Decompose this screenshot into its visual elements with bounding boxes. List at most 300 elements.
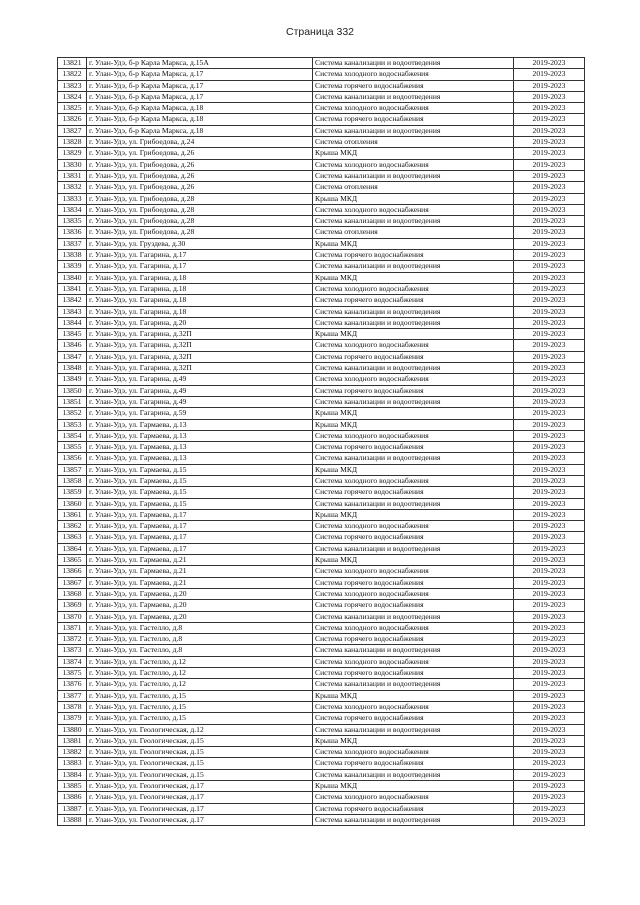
address-cell: г. Улан-Удэ, ул. Гагарина, д.32П xyxy=(87,351,313,362)
address-cell: г. Улан-Удэ, ул. Гагарина, д.17 xyxy=(87,250,313,261)
row-number: 13822 xyxy=(58,69,87,80)
table-row xyxy=(58,80,585,91)
address-cell: г. Улан-Удэ, ул. Грибоедова, д.26 xyxy=(87,170,313,181)
row-number: 13854 xyxy=(58,430,87,441)
address-cell: г. Улан-Удэ, ул. Грибоедова, д.28 xyxy=(87,216,313,227)
table-row xyxy=(58,204,585,215)
row-number: 13870 xyxy=(58,611,87,622)
row-number: 13843 xyxy=(58,306,87,317)
address-cell: г. Улан-Удэ, ул. Грибоедова, д.24 xyxy=(87,137,313,148)
period-cell: 2019-2023 xyxy=(514,58,585,69)
address-cell: г. Улан-Удэ, ул. Геологическая, д.17 xyxy=(87,781,313,792)
table-row xyxy=(58,645,585,656)
table-row xyxy=(58,803,585,814)
period-cell: 2019-2023 xyxy=(514,238,585,249)
period-cell: 2019-2023 xyxy=(514,430,585,441)
address-cell: г. Улан-Удэ, ул. Гагарина, д.18 xyxy=(87,306,313,317)
row-number: 13861 xyxy=(58,509,87,520)
address-cell: г. Улан-Удэ, ул. Гармаева, д.20 xyxy=(87,600,313,611)
period-cell: 2019-2023 xyxy=(514,374,585,385)
period-cell: 2019-2023 xyxy=(514,363,585,374)
table-row xyxy=(58,781,585,792)
row-number: 13874 xyxy=(58,656,87,667)
row-number: 13847 xyxy=(58,351,87,362)
period-cell: 2019-2023 xyxy=(514,701,585,712)
row-number: 13829 xyxy=(58,148,87,159)
table-row xyxy=(58,396,585,407)
period-cell: 2019-2023 xyxy=(514,250,585,261)
table-row xyxy=(58,724,585,735)
row-number: 13825 xyxy=(58,103,87,114)
row-number: 13842 xyxy=(58,295,87,306)
table-body xyxy=(58,58,585,826)
row-number: 13855 xyxy=(58,442,87,453)
row-number: 13826 xyxy=(58,114,87,125)
system-cell: Система горячего водоснабжения xyxy=(313,713,514,724)
system-cell: Система канализации и водоотведения xyxy=(313,769,514,780)
system-cell: Система канализации и водоотведения xyxy=(313,317,514,328)
period-cell: 2019-2023 xyxy=(514,532,585,543)
address-cell: г. Улан-Удэ, ул. Гастелло, д.12 xyxy=(87,679,313,690)
period-cell: 2019-2023 xyxy=(514,182,585,193)
period-cell: 2019-2023 xyxy=(514,758,585,769)
system-cell: Система холодного водоснабжения xyxy=(313,340,514,351)
period-cell: 2019-2023 xyxy=(514,814,585,825)
period-cell: 2019-2023 xyxy=(514,114,585,125)
row-number: 13863 xyxy=(58,532,87,543)
period-cell: 2019-2023 xyxy=(514,747,585,758)
table-row xyxy=(58,91,585,102)
address-cell: г. Улан-Удэ, ул. Геологическая, д.17 xyxy=(87,803,313,814)
address-cell: г. Улан-Удэ, ул. Гастелло, д.15 xyxy=(87,713,313,724)
table-row xyxy=(58,261,585,272)
system-cell: Система холодного водоснабжения xyxy=(313,701,514,712)
address-cell: г. Улан-Удэ, ул. Гармаева, д.17 xyxy=(87,532,313,543)
system-cell: Крыша МКД xyxy=(313,238,514,249)
system-cell: Система горячего водоснабжения xyxy=(313,634,514,645)
row-number: 13839 xyxy=(58,261,87,272)
address-cell: г. Улан-Удэ, ул. Грибоедова, д.28 xyxy=(87,227,313,238)
system-cell: Система канализации и водоотведения xyxy=(313,91,514,102)
row-number: 13846 xyxy=(58,340,87,351)
address-cell: г. Улан-Удэ, ул. Гагарина, д.49 xyxy=(87,396,313,407)
system-cell: Система канализации и водоотведения xyxy=(313,543,514,554)
address-cell: г. Улан-Удэ, ул. Грибоедова, д.26 xyxy=(87,182,313,193)
table-row xyxy=(58,690,585,701)
table-row xyxy=(58,747,585,758)
table-row xyxy=(58,442,585,453)
system-cell: Система отопления xyxy=(313,182,514,193)
address-cell: г. Улан-Удэ, ул. Гагарина, д.18 xyxy=(87,272,313,283)
period-cell: 2019-2023 xyxy=(514,442,585,453)
system-cell: Крыша МКД xyxy=(313,329,514,340)
row-number: 13850 xyxy=(58,385,87,396)
address-cell: г. Улан-Удэ, ул. Гармаева, д.15 xyxy=(87,498,313,509)
row-number: 13881 xyxy=(58,735,87,746)
row-number: 13832 xyxy=(58,182,87,193)
row-number: 13852 xyxy=(58,408,87,419)
table-row xyxy=(58,114,585,125)
table-row xyxy=(58,125,585,136)
row-number: 13880 xyxy=(58,724,87,735)
address-cell: г. Улан-Удэ, ул. Гастелло, д.8 xyxy=(87,622,313,633)
address-cell: г. Улан-Удэ, б-р Карла Маркса, д.18 xyxy=(87,114,313,125)
address-cell: г. Улан-Удэ, ул. Гармаева, д.21 xyxy=(87,577,313,588)
row-number: 13844 xyxy=(58,317,87,328)
table-row xyxy=(58,363,585,374)
row-number: 13833 xyxy=(58,193,87,204)
period-cell: 2019-2023 xyxy=(514,475,585,486)
system-cell: Крыша МКД xyxy=(313,509,514,520)
row-number: 13862 xyxy=(58,521,87,532)
row-number: 13835 xyxy=(58,216,87,227)
period-cell: 2019-2023 xyxy=(514,713,585,724)
table-row xyxy=(58,408,585,419)
system-cell: Система горячего водоснабжения xyxy=(313,758,514,769)
address-cell: г. Улан-Удэ, ул. Гармаева, д.17 xyxy=(87,521,313,532)
address-cell: г. Улан-Удэ, ул. Гастелло, д.12 xyxy=(87,656,313,667)
system-cell: Система канализации и водоотведения xyxy=(313,216,514,227)
period-cell: 2019-2023 xyxy=(514,283,585,294)
period-cell: 2019-2023 xyxy=(514,611,585,622)
table-row xyxy=(58,216,585,227)
system-cell: Система горячего водоснабжения xyxy=(313,295,514,306)
row-number: 13828 xyxy=(58,137,87,148)
table-row xyxy=(58,543,585,554)
system-cell: Система горячего водоснабжения xyxy=(313,532,514,543)
period-cell: 2019-2023 xyxy=(514,600,585,611)
row-number: 13859 xyxy=(58,487,87,498)
period-cell: 2019-2023 xyxy=(514,453,585,464)
period-cell: 2019-2023 xyxy=(514,148,585,159)
system-cell: Крыша МКД xyxy=(313,408,514,419)
row-number: 13857 xyxy=(58,464,87,475)
system-cell: Система канализации и водоотведения xyxy=(313,261,514,272)
table-row xyxy=(58,227,585,238)
address-cell: г. Улан-Удэ, ул. Грибоедова, д.26 xyxy=(87,148,313,159)
row-number: 13875 xyxy=(58,668,87,679)
table-row xyxy=(58,250,585,261)
row-number: 13878 xyxy=(58,701,87,712)
period-cell: 2019-2023 xyxy=(514,272,585,283)
row-number: 13841 xyxy=(58,283,87,294)
row-number: 13851 xyxy=(58,396,87,407)
period-cell: 2019-2023 xyxy=(514,227,585,238)
table-row xyxy=(58,588,585,599)
row-number: 13885 xyxy=(58,781,87,792)
row-number: 13840 xyxy=(58,272,87,283)
period-cell: 2019-2023 xyxy=(514,464,585,475)
period-cell: 2019-2023 xyxy=(514,351,585,362)
period-cell: 2019-2023 xyxy=(514,295,585,306)
system-cell: Система канализации и водоотведения xyxy=(313,645,514,656)
system-cell: Система холодного водоснабжения xyxy=(313,69,514,80)
row-number: 13864 xyxy=(58,543,87,554)
system-cell: Система горячего водоснабжения xyxy=(313,80,514,91)
row-number: 13824 xyxy=(58,91,87,102)
table-row xyxy=(58,475,585,486)
system-cell: Система горячего водоснабжения xyxy=(313,668,514,679)
row-number: 13886 xyxy=(58,792,87,803)
system-cell: Система горячего водоснабжения xyxy=(313,250,514,261)
table-row xyxy=(58,701,585,712)
row-number: 13860 xyxy=(58,498,87,509)
table-row xyxy=(58,69,585,80)
system-cell: Крыша МКД xyxy=(313,419,514,430)
address-cell: г. Улан-Удэ, ул. Гагарина, д.32П xyxy=(87,363,313,374)
period-cell: 2019-2023 xyxy=(514,306,585,317)
system-cell: Система канализации и водоотведения xyxy=(313,498,514,509)
row-number: 13888 xyxy=(58,814,87,825)
system-cell: Крыша МКД xyxy=(313,272,514,283)
address-cell: г. Улан-Удэ, ул. Гармаева, д.13 xyxy=(87,419,313,430)
table-row xyxy=(58,453,585,464)
address-cell: г. Улан-Удэ, ул. Гагарина, д.32П xyxy=(87,340,313,351)
system-cell: Крыша МКД xyxy=(313,193,514,204)
system-cell: Система холодного водоснабжения xyxy=(313,103,514,114)
period-cell: 2019-2023 xyxy=(514,555,585,566)
system-cell: Система холодного водоснабжения xyxy=(313,204,514,215)
address-cell: г. Улан-Удэ, б-р Карла Маркса, д.18 xyxy=(87,103,313,114)
address-cell: г. Улан-Удэ, б-р Карла Маркса, д.17 xyxy=(87,69,313,80)
system-cell: Система горячего водоснабжения xyxy=(313,577,514,588)
table-row xyxy=(58,238,585,249)
period-cell: 2019-2023 xyxy=(514,419,585,430)
period-cell: 2019-2023 xyxy=(514,317,585,328)
system-cell: Система отопления xyxy=(313,137,514,148)
system-cell: Система канализации и водоотведения xyxy=(313,306,514,317)
table-row xyxy=(58,656,585,667)
period-cell: 2019-2023 xyxy=(514,69,585,80)
system-cell: Система канализации и водоотведения xyxy=(313,724,514,735)
row-number: 13882 xyxy=(58,747,87,758)
address-cell: г. Улан-Удэ, ул. Грибоедова, д.28 xyxy=(87,193,313,204)
system-cell: Крыша МКД xyxy=(313,148,514,159)
table-row xyxy=(58,340,585,351)
address-cell: г. Улан-Удэ, ул. Гармаева, д.15 xyxy=(87,487,313,498)
period-cell: 2019-2023 xyxy=(514,170,585,181)
system-cell: Крыша МКД xyxy=(313,464,514,475)
system-cell: Система холодного водоснабжения xyxy=(313,566,514,577)
system-cell: Система канализации и водоотведения xyxy=(313,814,514,825)
table-row xyxy=(58,351,585,362)
address-cell: г. Улан-Удэ, ул. Гагарина, д.32П xyxy=(87,329,313,340)
row-number: 13869 xyxy=(58,600,87,611)
system-cell: Система горячего водоснабжения xyxy=(313,385,514,396)
table-row xyxy=(58,769,585,780)
address-cell: г. Улан-Удэ, ул. Гастелло, д.15 xyxy=(87,701,313,712)
period-cell: 2019-2023 xyxy=(514,216,585,227)
table-row xyxy=(58,758,585,769)
row-number: 13868 xyxy=(58,588,87,599)
system-cell: Крыша МКД xyxy=(313,781,514,792)
works-table xyxy=(57,57,585,826)
row-number: 13831 xyxy=(58,170,87,181)
system-cell: Система канализации и водоотведения xyxy=(313,453,514,464)
table-row xyxy=(58,679,585,690)
row-number: 13872 xyxy=(58,634,87,645)
period-cell: 2019-2023 xyxy=(514,781,585,792)
address-cell: г. Улан-Удэ, ул. Гармаева, д.21 xyxy=(87,555,313,566)
period-cell: 2019-2023 xyxy=(514,204,585,215)
row-number: 13884 xyxy=(58,769,87,780)
system-cell: Крыша МКД xyxy=(313,555,514,566)
system-cell: Система холодного водоснабжения xyxy=(313,283,514,294)
system-cell: Система холодного водоснабжения xyxy=(313,374,514,385)
table-row xyxy=(58,577,585,588)
address-cell: г. Улан-Удэ, ул. Гагарина, д.18 xyxy=(87,283,313,294)
period-cell: 2019-2023 xyxy=(514,724,585,735)
period-cell: 2019-2023 xyxy=(514,668,585,679)
row-number: 13837 xyxy=(58,238,87,249)
period-cell: 2019-2023 xyxy=(514,588,585,599)
address-cell: г. Улан-Удэ, ул. Геологическая, д.15 xyxy=(87,735,313,746)
table-row xyxy=(58,600,585,611)
row-number: 13834 xyxy=(58,204,87,215)
address-cell: г. Улан-Удэ, ул. Груздева, д.30 xyxy=(87,238,313,249)
table-row xyxy=(58,498,585,509)
table-row xyxy=(58,532,585,543)
table-row xyxy=(58,634,585,645)
period-cell: 2019-2023 xyxy=(514,487,585,498)
table-row xyxy=(58,509,585,520)
row-number: 13866 xyxy=(58,566,87,577)
row-number: 13858 xyxy=(58,475,87,486)
address-cell: г. Улан-Удэ, б-р Карла Маркса, д.18 xyxy=(87,125,313,136)
period-cell: 2019-2023 xyxy=(514,498,585,509)
system-cell: Крыша МКД xyxy=(313,690,514,701)
table-row xyxy=(58,193,585,204)
address-cell: г. Улан-Удэ, ул. Геологическая, д.15 xyxy=(87,747,313,758)
system-cell: Система канализации и водоотведения xyxy=(313,679,514,690)
table-row xyxy=(58,148,585,159)
period-cell: 2019-2023 xyxy=(514,622,585,633)
table-row xyxy=(58,374,585,385)
system-cell: Система горячего водоснабжения xyxy=(313,803,514,814)
system-cell: Система холодного водоснабжения xyxy=(313,159,514,170)
table-row xyxy=(58,306,585,317)
address-cell: г. Улан-Удэ, б-р Карла Маркса, д.17 xyxy=(87,80,313,91)
row-number: 13873 xyxy=(58,645,87,656)
period-cell: 2019-2023 xyxy=(514,803,585,814)
table-row xyxy=(58,103,585,114)
system-cell: Система канализации и водоотведения xyxy=(313,363,514,374)
row-number: 13865 xyxy=(58,555,87,566)
system-cell: Крыша МКД xyxy=(313,735,514,746)
row-number: 13883 xyxy=(58,758,87,769)
row-number: 13879 xyxy=(58,713,87,724)
address-cell: г. Улан-Удэ, ул. Гастелло, д.15 xyxy=(87,690,313,701)
address-cell: г. Улан-Удэ, ул. Гагарина, д.49 xyxy=(87,385,313,396)
address-cell: г. Улан-Удэ, ул. Геологическая, д.15 xyxy=(87,769,313,780)
period-cell: 2019-2023 xyxy=(514,193,585,204)
period-cell: 2019-2023 xyxy=(514,735,585,746)
system-cell: Система холодного водоснабжения xyxy=(313,747,514,758)
period-cell: 2019-2023 xyxy=(514,137,585,148)
period-cell: 2019-2023 xyxy=(514,125,585,136)
system-cell: Система канализации и водоотведения xyxy=(313,611,514,622)
table-row xyxy=(58,735,585,746)
row-number: 13848 xyxy=(58,363,87,374)
row-number: 13821 xyxy=(58,58,87,69)
system-cell: Система холодного водоснабжения xyxy=(313,588,514,599)
row-number: 13836 xyxy=(58,227,87,238)
row-number: 13849 xyxy=(58,374,87,385)
table-row xyxy=(58,137,585,148)
row-number: 13871 xyxy=(58,622,87,633)
period-cell: 2019-2023 xyxy=(514,645,585,656)
system-cell: Система канализации и водоотведения xyxy=(313,396,514,407)
address-cell: г. Улан-Удэ, ул. Гармаева, д.17 xyxy=(87,509,313,520)
period-cell: 2019-2023 xyxy=(514,577,585,588)
row-number: 13867 xyxy=(58,577,87,588)
address-cell: г. Улан-Удэ, ул. Гагарина, д.17 xyxy=(87,261,313,272)
period-cell: 2019-2023 xyxy=(514,261,585,272)
system-cell: Система холодного водоснабжения xyxy=(313,622,514,633)
period-cell: 2019-2023 xyxy=(514,769,585,780)
page-header: Страница 332 xyxy=(285,26,355,38)
address-cell: г. Улан-Удэ, ул. Гармаева, д.13 xyxy=(87,442,313,453)
address-cell: г. Улан-Удэ, ул. Гагарина, д.59 xyxy=(87,408,313,419)
system-cell: Система горячего водоснабжения xyxy=(313,114,514,125)
period-cell: 2019-2023 xyxy=(514,634,585,645)
address-cell: г. Улан-Удэ, ул. Гармаева, д.13 xyxy=(87,430,313,441)
address-cell: г. Улан-Удэ, ул. Гармаева, д.20 xyxy=(87,588,313,599)
address-cell: г. Улан-Удэ, б-р Карла Маркса, д.15А xyxy=(87,58,313,69)
address-cell: г. Улан-Удэ, ул. Гармаева, д.20 xyxy=(87,611,313,622)
system-cell: Система отопления xyxy=(313,227,514,238)
system-cell: Система канализации и водоотведения xyxy=(313,170,514,181)
table-row xyxy=(58,792,585,803)
period-cell: 2019-2023 xyxy=(514,408,585,419)
table-row xyxy=(58,58,585,69)
address-cell: г. Улан-Удэ, ул. Геологическая, д.15 xyxy=(87,758,313,769)
table-row xyxy=(58,430,585,441)
period-cell: 2019-2023 xyxy=(514,656,585,667)
address-cell: г. Улан-Удэ, ул. Гастелло, д.8 xyxy=(87,645,313,656)
table-row xyxy=(58,419,585,430)
period-cell: 2019-2023 xyxy=(514,679,585,690)
system-cell: Система холодного водоснабжения xyxy=(313,792,514,803)
row-number: 13838 xyxy=(58,250,87,261)
row-number: 13856 xyxy=(58,453,87,464)
address-cell: г. Улан-Удэ, ул. Геологическая, д.17 xyxy=(87,792,313,803)
address-cell: г. Улан-Удэ, ул. Гармаева, д.15 xyxy=(87,464,313,475)
table-row xyxy=(58,464,585,475)
address-cell: г. Улан-Удэ, ул. Гармаева, д.13 xyxy=(87,453,313,464)
row-number: 13827 xyxy=(58,125,87,136)
row-number: 13830 xyxy=(58,159,87,170)
table-row xyxy=(58,272,585,283)
table-row xyxy=(58,170,585,181)
address-cell: г. Улан-Удэ, ул. Гармаева, д.17 xyxy=(87,543,313,554)
table-row xyxy=(58,317,585,328)
table-row xyxy=(58,668,585,679)
table-row xyxy=(58,329,585,340)
period-cell: 2019-2023 xyxy=(514,80,585,91)
table-row xyxy=(58,182,585,193)
table-row xyxy=(58,814,585,825)
address-cell: г. Улан-Удэ, ул. Геологическая, д.17 xyxy=(87,814,313,825)
address-cell: г. Улан-Удэ, ул. Гармаева, д.21 xyxy=(87,566,313,577)
period-cell: 2019-2023 xyxy=(514,690,585,701)
system-cell: Система горячего водоснабжения xyxy=(313,600,514,611)
row-number: 13853 xyxy=(58,419,87,430)
table-row xyxy=(58,295,585,306)
table-row xyxy=(58,713,585,724)
row-number: 13876 xyxy=(58,679,87,690)
system-cell: Система холодного водоснабжения xyxy=(313,656,514,667)
